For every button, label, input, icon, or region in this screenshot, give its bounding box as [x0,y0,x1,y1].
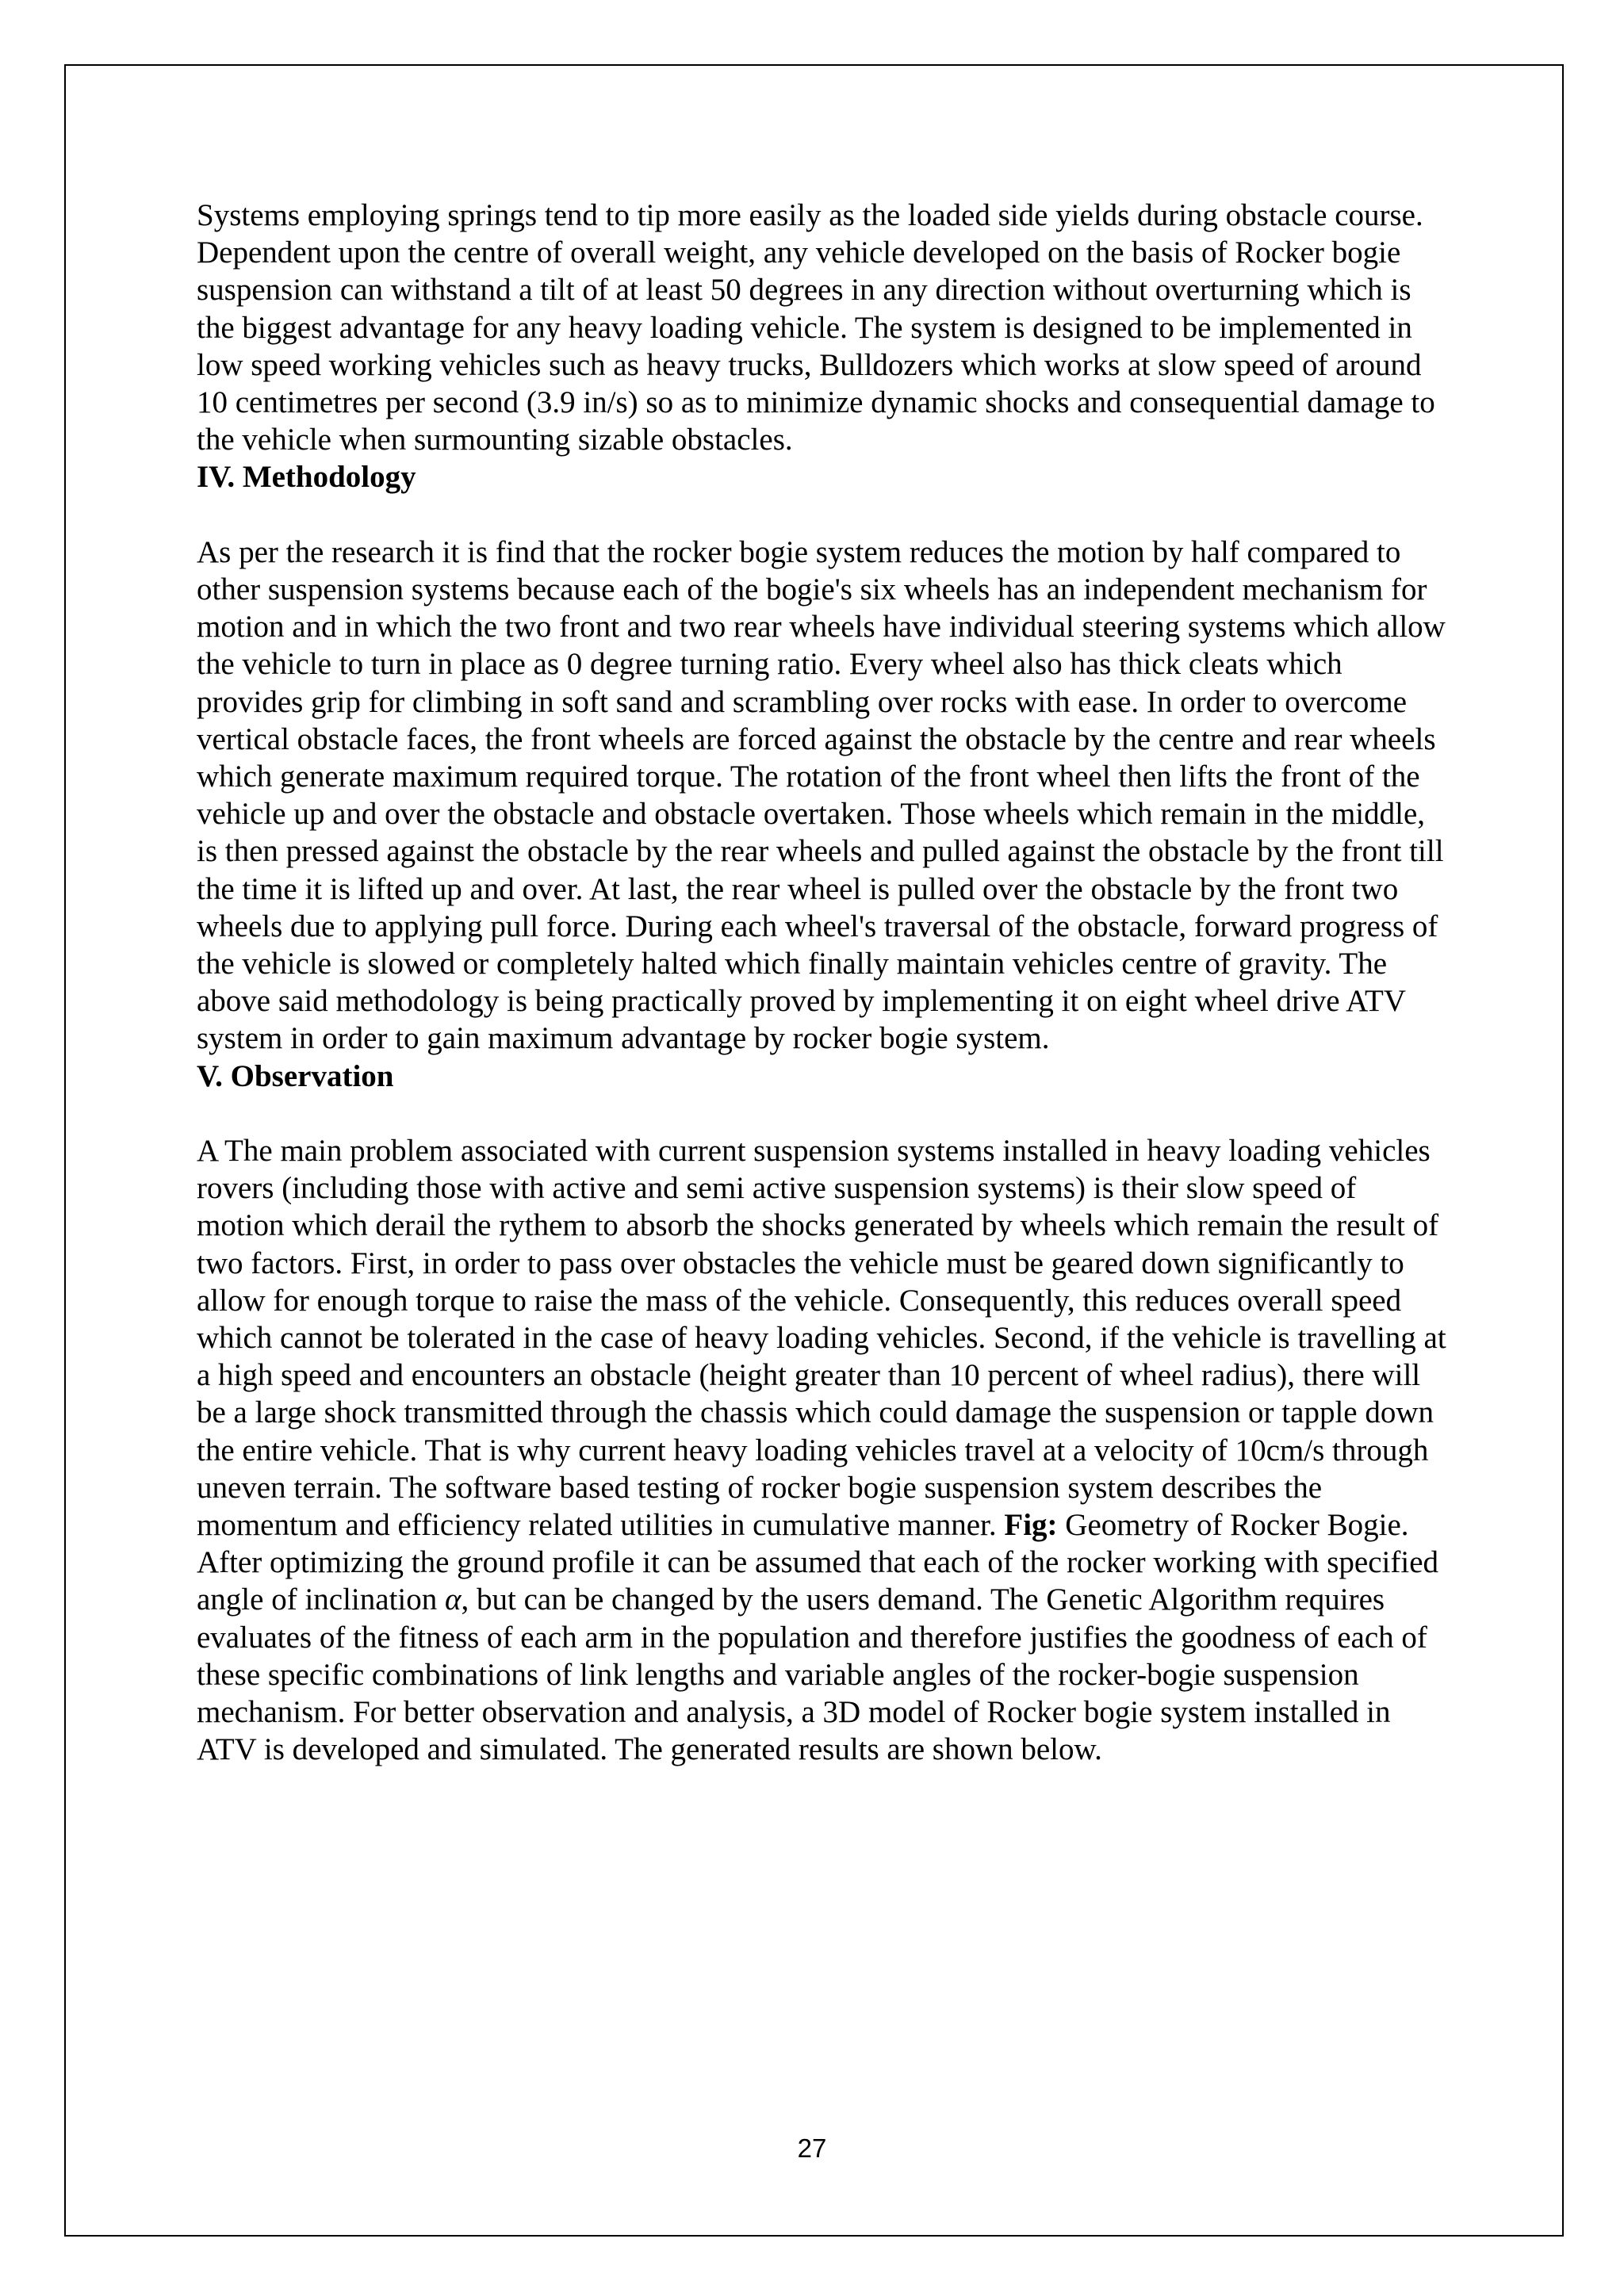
alpha-symbol: α [445,1582,462,1617]
methodology-paragraph: As per the research it is find that the rocker bogie system reduces the motion by half compared to other suspension systems because each of the bogie's six wheels has an independent mechanism for motion and in which the two front and two rear wheels have individual steering systems which allow the vehicle to turn in place as 0 degree turning ratio. Every wheel also has thick cleats which provides grip for climbing in soft sand and scrambling over rocks with ease. In order to overcome vertical obstacle faces, the front wheels are forced against the obstacle by the centre and rear wheels which generate maximum required torque. The rotation of the front wheel then lifts the front of the vehicle up and over the obstacle and obstacle overtaken. Those wheels which remain in the middle, is then pressed against the obstacle by the rear wheels and pulled against the obstacle by the front till the time it is lifted up and over. At last, the rear wheel is pulled over the obstacle by the front two wheels due to applying pull force. During each wheel's traversal of the obstacle, forward progress of the vehicle is slowed or completely halted which finally maintain vehicles centre of gravity. The above said methodology is being practically proved by implementing it on eight wheel drive ATV system in order to gain maximum advantage by rocker bogie system. [197,534,1446,1056]
fig-label: Fig: [1004,1508,1058,1543]
document-body [197,197,1450,1769]
intro-paragraph: Systems employing springs tend to tip more easily as the loaded side yields during obstacle course. Dependent upon the centre of overall weight, any vehicle developed on the basis of Rocker bogie suspension can withstand a tilt of at least 50 degrees in any direction without overturning which is the biggest advantage for any heavy loading vehicle. The system is designed to be implemented in low speed working vehicles such as heavy trucks, Bulldozers which works at slow speed of around 10 centimetres per second (3.9 in/s) so as to minimize dynamic shocks and consequential damage to the vehicle when surmounting sizable obstacles. [197,198,1435,457]
observation-paragraph [197,1132,1450,1768]
spacer [197,496,1450,534]
spacer [197,1095,1450,1132]
observation-text-part2: Geometry of Rocker Bogie. After optimizing the ground profile it can be assumed that each of the rocker working with specified angle of inclination [197,1508,1438,1617]
page-number: 27 [797,2133,827,2163]
observation-text-part3: , but can be changed by the users demand. The Genetic Algorithm requires evaluates of the fitness of each arm in the population and therefore justifies the goodness of each of these specific combinations of link lengths and variable angles of the rocker-bogie suspension mechanism. For better observation and analysis, a 3D model of Rocker bogie system installed in ATV is developed and simulated. The generated results are shown below. [197,1582,1427,1767]
observation-text-part1: A The main problem associated with current suspension systems installed in heavy loading vehicles rovers (including those with active and semi active suspension systems) is their slow speed of motion which derail the rythem to absorb the shocks generated by wheels which remain the result of two factors. First, in order to pass over obstacles the vehicle must be geared down significantly to allow for enough torque to raise the mass of the vehicle. Consequently, this reduces overall speed which cannot be tolerated in the case of heavy loading vehicles. Second, if the vehicle is travelling at a high speed and encounters an obstacle (height greater than 10 percent of wheel radius), there will be a large shock transmitted through the chassis which could damage the suspension or tapple down the entire vehicle. That is why current heavy loading vehicles travel at a velocity of 10cm/s through uneven terrain. The software based testing of rocker bogie suspension system describes the momentum and efficiency related utilities in cumulative manner. [197,1134,1446,1543]
methodology-heading: IV. Methodology [197,460,416,495]
observation-heading: V. Observation [197,1058,394,1093]
